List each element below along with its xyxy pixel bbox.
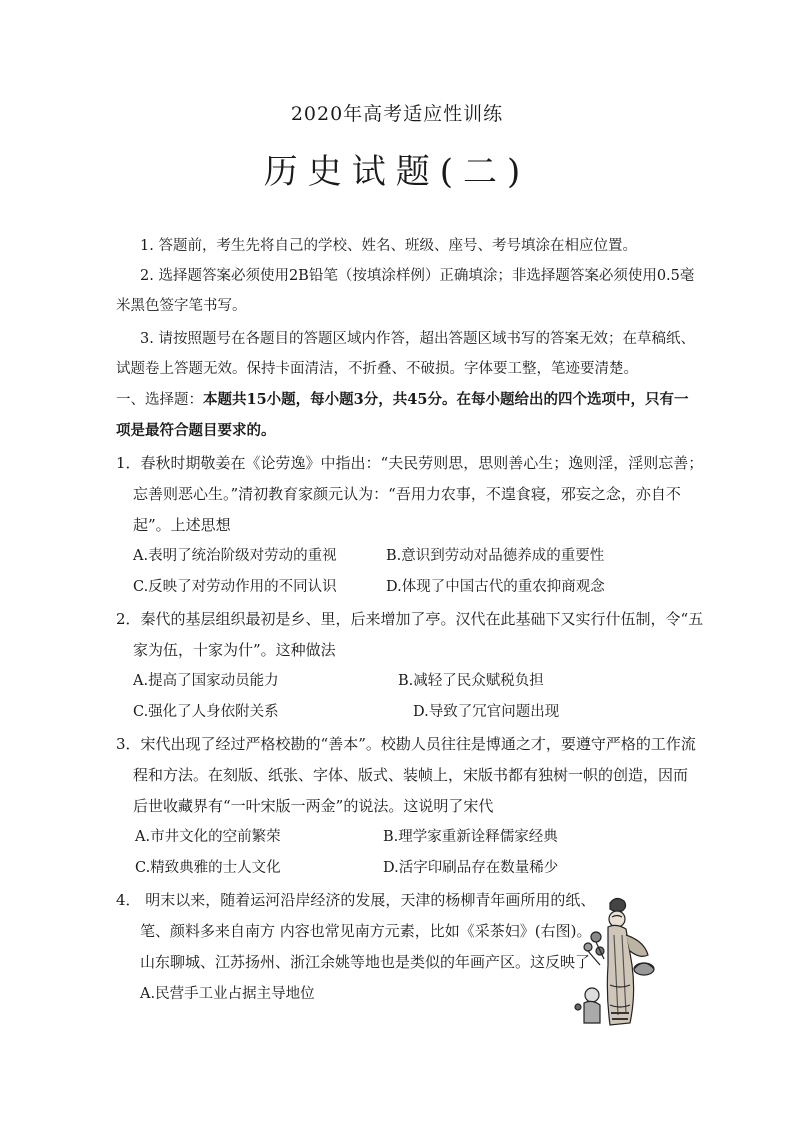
question-2-line-1: 2．秦代的基层组织最初是乡、里，后来增加了亭。汉代在此基础下又实行什伍制，令“五 — [116, 610, 704, 628]
question-3-line-3: 后世收藏界有“一叶宋版一两金”的说法。这说明了宋代 — [133, 797, 494, 815]
section-heading — [116, 390, 688, 410]
question-1-option-c[interactable]: C.反映了对劳动作用的不同认识 — [133, 579, 337, 595]
section-prefix: 一、选择题： — [116, 392, 203, 408]
question-3-line-1: 3．宋代出现了经过严格校勘的“善本”。校勘人员往往是博通之才，要遵守严格的工作流 — [116, 735, 696, 753]
section-heading-cont: 项是最符合题目要求的。 — [116, 422, 276, 439]
exam-subtitle: 2020年高考适应性训练 — [290, 103, 504, 125]
question-3-option-a[interactable]: A.市井文化的空前繁荣 — [135, 829, 281, 845]
question-4-line-3: 山东聊城、江苏扬州、浙江余姚等地也是类似的年画产区。这反映了 — [140, 953, 591, 971]
question-2-option-b[interactable]: B.减轻了民众赋税负担 — [398, 673, 544, 689]
question-2-option-c[interactable]: C.强化了人身依附关系 — [133, 704, 279, 720]
question-1-option-d[interactable]: D.体现了中国古代的重农抑商观念 — [386, 579, 605, 595]
question-3-option-b[interactable]: B.理学家重新诠释儒家经典 — [383, 829, 558, 845]
notice-line-5: 试题卷上答题无效。保持卡面清洁，不折叠、不破损。字体要工整，笔迹要清楚。 — [116, 361, 638, 377]
exam-title: 历史试题(二) — [263, 152, 531, 192]
question-1-option-a[interactable]: A.表明了统治阶级对劳动的重视 — [133, 548, 337, 564]
notice-line-1: 1. 答题前，考生先将自己的学校、姓名、班级、座号、考号填涂在相应位置。 — [140, 238, 637, 254]
question-4-option-a[interactable]: A.民营手工业占据主导地位 — [140, 986, 315, 1002]
question-2-option-d[interactable]: D.导致了冗官问题出现 — [413, 704, 560, 720]
section-scoring: 本题共15小题，每小题3分，共45分。 — [203, 391, 457, 408]
section-instruction: 在每小题给出的四个选项中，只有一 — [456, 391, 689, 408]
question-1-line-1: 1．春秋时期敬姜在《论劳逸》中指出：“夫民劳则思，思则善心生；逸则淫，淫则忘善； — [116, 454, 704, 472]
tea-picking-woman-illustration — [570, 895, 670, 1035]
question-1-line-3: 起”。上述思想 — [133, 516, 231, 534]
question-2-line-2: 家为伍，十家为什”。这种做法 — [133, 641, 336, 659]
question-3-option-c[interactable]: C.精致典雅的士人文化 — [135, 860, 281, 876]
question-2-option-a[interactable]: A.提高了国家动员能力 — [133, 673, 279, 689]
question-4-line-1: 4． 明末以来，随着运河沿岸经济的发展，天津的杨柳青年画所用的纸、 — [116, 891, 596, 909]
question-3-line-2: 程和方法。在刻版、纸张、字体、版式、装帧上，宋版书都有独树一帜的创造，因而 — [133, 766, 689, 784]
question-1-option-b[interactable]: B.意识到劳动对品德养成的重要性 — [386, 548, 605, 564]
question-3-option-d[interactable]: D.活字印刷品存在数量稀少 — [383, 860, 559, 876]
question-4-line-2: 笔、颜料多来自南方 内容也常见南方元素，比如《采茶妇》(右图)。 — [140, 922, 592, 940]
notice-line-2: 2. 选择题答案必须使用2B铅笔（按填涂样例）正确填涂；非选择题答案必须使用0.5毫 — [140, 268, 695, 284]
question-1-line-2: 忘善则恶心生。”清初教育家颜元认为：“吾用力农事，不遑食寝，邪妄之念，亦自不 — [133, 485, 681, 503]
notice-line-3: 米黑色签字笔书写。 — [116, 298, 247, 314]
notice-line-4: 3. 请按照题号在各题目的答题区域内作答，超出答题区域书写的答案无效；在草稿纸、 — [140, 331, 695, 347]
